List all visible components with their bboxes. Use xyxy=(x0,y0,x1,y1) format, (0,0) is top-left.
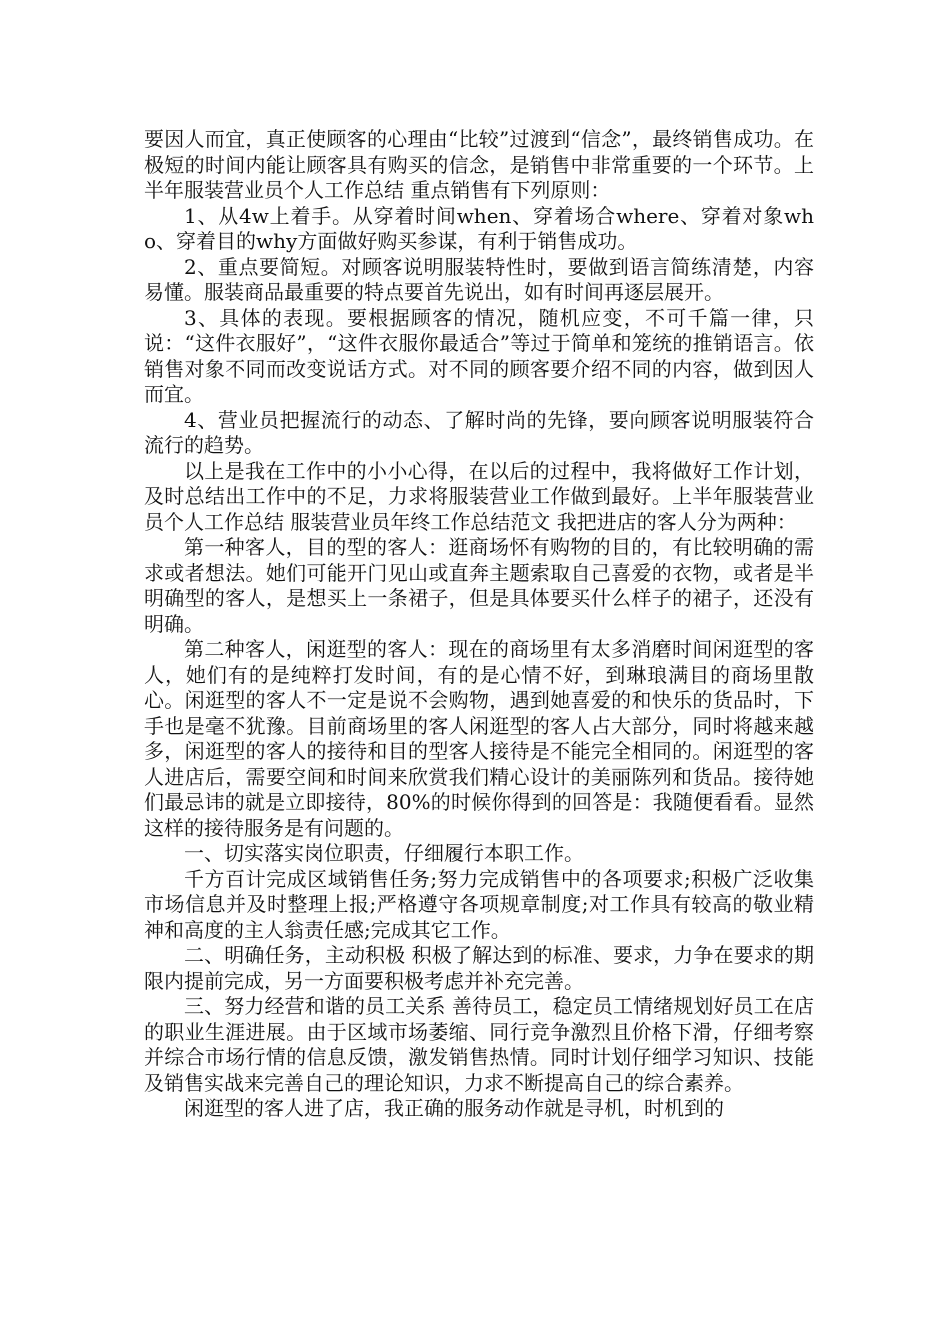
paragraph-section-2: 二、明确任务，主动积极 积极了解达到的标准、要求，力争在要求的期限内提前完成，另一方面要积极考虑并补充完善。 xyxy=(144,943,814,993)
paragraph-customer-type-1: 第一种客人，目的型的客人：逛商场怀有购物的目的，有比较明确的需求或者想法。她们可能开门见山或直奔主题索取自己喜爱的衣物，或者是半明确型的客人，是想买上一条裙子，但是具体要买什么样子的裙子，还没有明确。 xyxy=(144,535,814,636)
paragraph-principle-4: 4、营业员把握流行的动态、了解时尚的先锋，要向顾客说明服装符合流行的趋势。 xyxy=(144,407,814,457)
paragraph-intro: 要因人而宜，真正使顾客的心理由“比较”过渡到“信念”，最终销售成功。在极短的时间内能让顾客具有购买的信念，是销售中非常重要的一个环节。上半年服装营业员个人工作总结 重点销售有下列原则： xyxy=(144,127,814,202)
paragraph-summary: 以上是我在工作中的小小心得，在以后的过程中，我将做好工作计划，及时总结出工作中的不足，力求将服装营业工作做到最好。上半年服装营业员个人工作总结 服装营业员年终工作总结范文 我把进店的客人分为两种： xyxy=(144,458,814,534)
paragraph-principle-1: 1、从4w上着手。从穿着时间when、穿着场合where、穿着对象who、穿着目的why方面做好购买参谋，有利于销售成功。 xyxy=(144,203,814,253)
paragraph-closing: 闲逛型的客人进了店，我正确的服务动作就是寻机，时机到的 xyxy=(184,1096,724,1120)
document-body xyxy=(144,127,814,1122)
paragraph-section-1-heading: 一、切实落实岗位职责，仔细履行本职工作。 xyxy=(184,841,584,865)
paragraph-section-3: 三、努力经营和谐的员工关系 善待员工，稳定员工情绪规划好员工在店的职业生涯进展。由于区域市场萎缩、同行竞争激烈且价格下滑，仔细考察并综合市场行情的信息反馈，激发销售热情。同时计划仔细学习知识、技能及销售实战来完善自己的理论知识，力求不断提高自己的综合素养。 xyxy=(144,994,814,1095)
paragraph-section-1-body: 千方百计完成区域销售任务;努力完成销售中的各项要求;积极广泛收集市场信息并及时整理上报;严格遵守各项规章制度;对工作具有较高的敬业精神和高度的主人翁责任感;完成其它工作。 xyxy=(144,866,814,942)
paragraph-customer-type-2: 第二种客人，闲逛型的客人：现在的商场里有太多消磨时间闲逛型的客人，她们有的是纯粹打发时间，有的是心情不好，到琳琅满目的商场里散心。闲逛型的客人不一定是说不会购物，遇到她喜爱的和快乐的货品时，下手也是毫不犹豫。目前商场里的客人闲逛型的客人占大部分，同时将越来越多，闲逛型的客人的接待和目的型客人接待是不能完全相同的。闲逛型的客人进店后，需要空间和时间来欣赏我们精心设计的美丽陈列和货品。接待她们最忌讳的就是立即接待，80%的时候你得到的回答是：我随便看看。显然这样的接待服务是有问题的。 xyxy=(144,637,814,840)
paragraph-principle-2: 2、重点要简短。对顾客说明服装特性时，要做到语言简练清楚，内容易懂。服装商品最重要的特点要首先说出，如有时间再逐层展开。 xyxy=(144,254,814,304)
paragraph-principle-3: 3、具体的表现。要根据顾客的情况，随机应变，不可千篇一律，只说：“这件衣服好”，“这件衣服你最适合”等过于简单和笼统的推销语言。依销售对象不同而改变说话方式。对不同的顾客要介绍不同的内容，做到因人而宜。 xyxy=(144,305,814,406)
